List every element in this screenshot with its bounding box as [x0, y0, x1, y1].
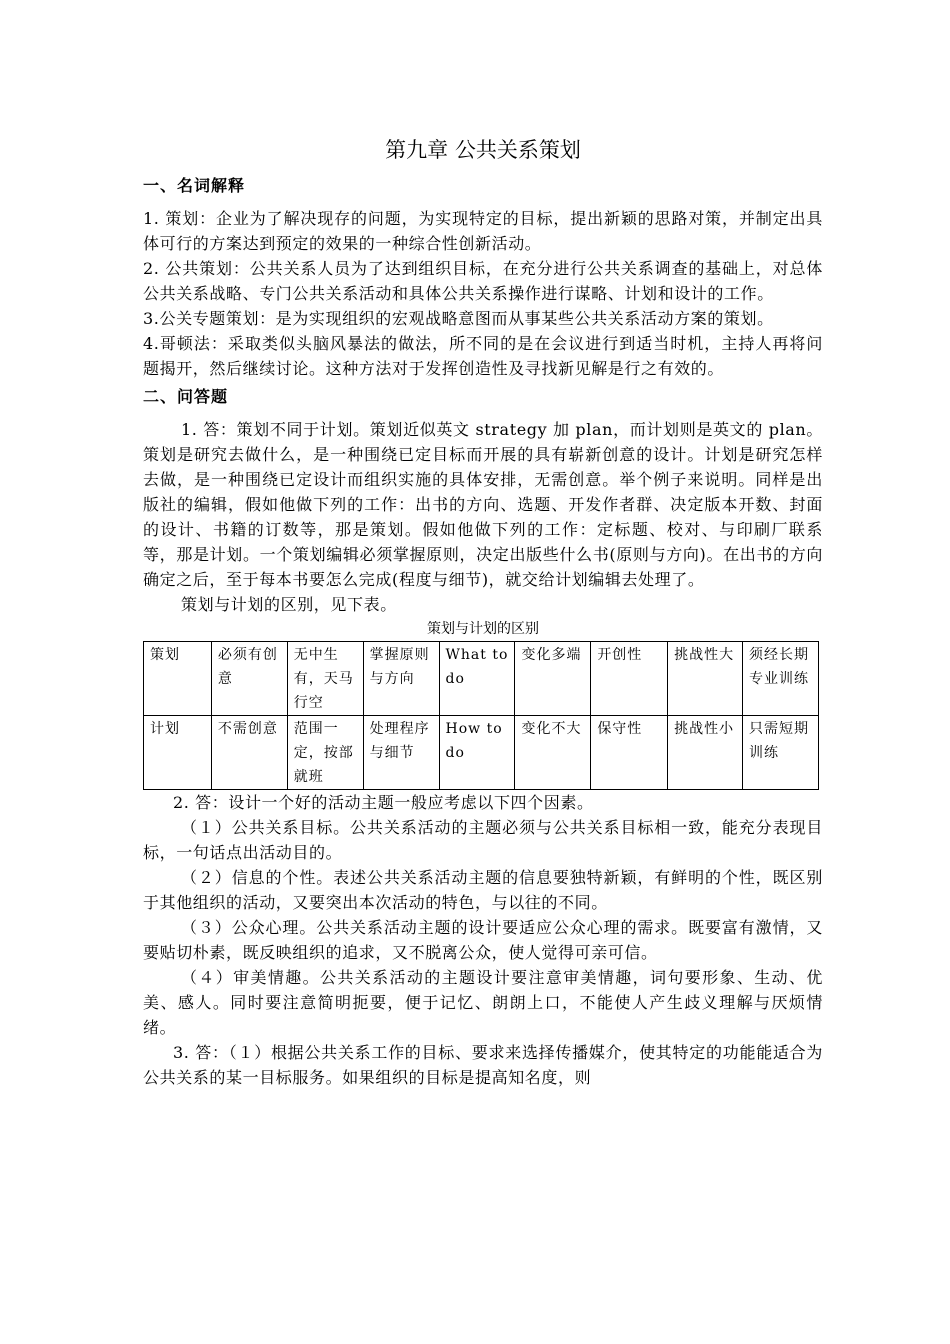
table-cell: 挑战性小	[668, 716, 743, 790]
answer-2-intro: 2. 答：设计一个好的活动主题一般应考虑以下四个因素。	[173, 793, 594, 812]
table-cell: How to do	[439, 716, 515, 790]
table-caption: 策划与计划的区别	[427, 621, 539, 637]
table-cell: 无中生有，天马行空	[287, 642, 363, 716]
section-heading-terms: 一、名词解释	[143, 176, 246, 195]
answer-2-point: （２）信息的个性。表述公共关系活动主题的信息要独特新颖，有鲜明的个性，既区别于其他组织的活动，又要突出本次活动的特色，与以往的不同。	[143, 868, 823, 912]
answer-2-point: （１）公共关系目标。公共关系活动的主题必须与公共关系目标相一致，能充分表现目标，一句话点出活动目的。	[143, 818, 823, 862]
answer-1: 1. 答：策划不同于计划。策划近似英文 strategy 加 plan，而计划则是英文的 plan。策划是研究去做什么，是一种围绕已定目标而开展的具有崭新创意的设计。计划是研究怎样去做，是一种围绕已定设计而组织实施的具体安排，无需创意。举个例子来说明。同样是出版社的编辑，假如他做下列的工作：出书的方向、选题、开发作者群、决定版本开数、封面的设计、书籍的订数等，那是策划。假如他做下列的工作：定标题、校对、与印刷厂联系等，那是计划。一个策划编辑必须掌握原则，决定出版些什么书(原则与方向)。在出书的方向确定之后，至于每本书要怎么完成(程度与细节)，就交给计划编辑去处理了。	[143, 420, 823, 589]
table-cell: 须经长期专业训练	[743, 642, 819, 716]
table-cell: 变化多端	[515, 642, 591, 716]
answer-2-point: （４）审美情趣。公共关系活动的主题设计要注意审美情趣，词句要形象、生动、优美、感人。同时要注意简明扼要，便于记忆、朗朗上口，不能使人产生歧义理解与厌烦情绪。	[143, 968, 823, 1037]
table-row	[144, 642, 819, 716]
comparison-table	[143, 641, 819, 790]
table-cell: 只需短期训练	[743, 716, 819, 790]
table-cell: What to do	[439, 642, 515, 716]
table-cell: 挑战性大	[668, 642, 743, 716]
term-definition: 4.哥顿法：采取类似头脑风暴法的做法，所不同的是在会议进行到适当时机，主持人再将问题揭开，然后继续讨论。这种方法对于发挥创造性及寻找新见解是行之有效的。	[143, 334, 823, 378]
term-definition: 2. 公共策划：公共关系人员为了达到组织目标，在充分进行公共关系调查的基础上，对总体公共关系战略、专门公共关系活动和具体公共关系操作进行谋略、计划和设计的工作。	[143, 259, 823, 303]
table-intro: 策划与计划的区别，见下表。	[181, 595, 397, 614]
document-page	[143, 134, 823, 1090]
table-cell: 必须有创意	[211, 642, 287, 716]
table-row	[144, 716, 819, 790]
term-definition: 3.公关专题策划：是为实现组织的宏观战略意图而从事某些公共关系活动方案的策划。	[143, 309, 774, 328]
table-cell: 范围一定，按部就班	[287, 716, 363, 790]
table-cell: 不需创意	[211, 716, 287, 790]
table-cell: 处理程序与细节	[363, 716, 439, 790]
term-definition: 1. 策划：企业为了解决现存的问题，为实现特定的目标，提出新颖的思路对策，并制定出具体可行的方案达到预定的效果的一种综合性创新活动。	[143, 209, 823, 253]
table-cell: 计划	[144, 716, 212, 790]
answer-2-point: （３）公众心理。公共关系活动主题的设计要适应公众心理的需求。既要富有激情，又要贴切朴素，既反映组织的追求，又不脱离公众，使人觉得可亲可信。	[143, 918, 823, 962]
table-cell: 变化不大	[515, 716, 591, 790]
table-cell: 保守性	[591, 716, 668, 790]
table-cell: 掌握原则与方向	[363, 642, 439, 716]
table-cell: 开创性	[591, 642, 668, 716]
answer-3: 3. 答：（１）根据公共关系工作的目标、要求来选择传播媒介，使其特定的功能能适合为公共关系的某一目标服务。如果组织的目标是提高知名度，则	[143, 1043, 823, 1087]
table-cell: 策划	[144, 642, 212, 716]
section-heading-qa: 二、问答题	[143, 387, 229, 406]
chapter-title: 第九章 公共关系策划	[385, 138, 581, 162]
